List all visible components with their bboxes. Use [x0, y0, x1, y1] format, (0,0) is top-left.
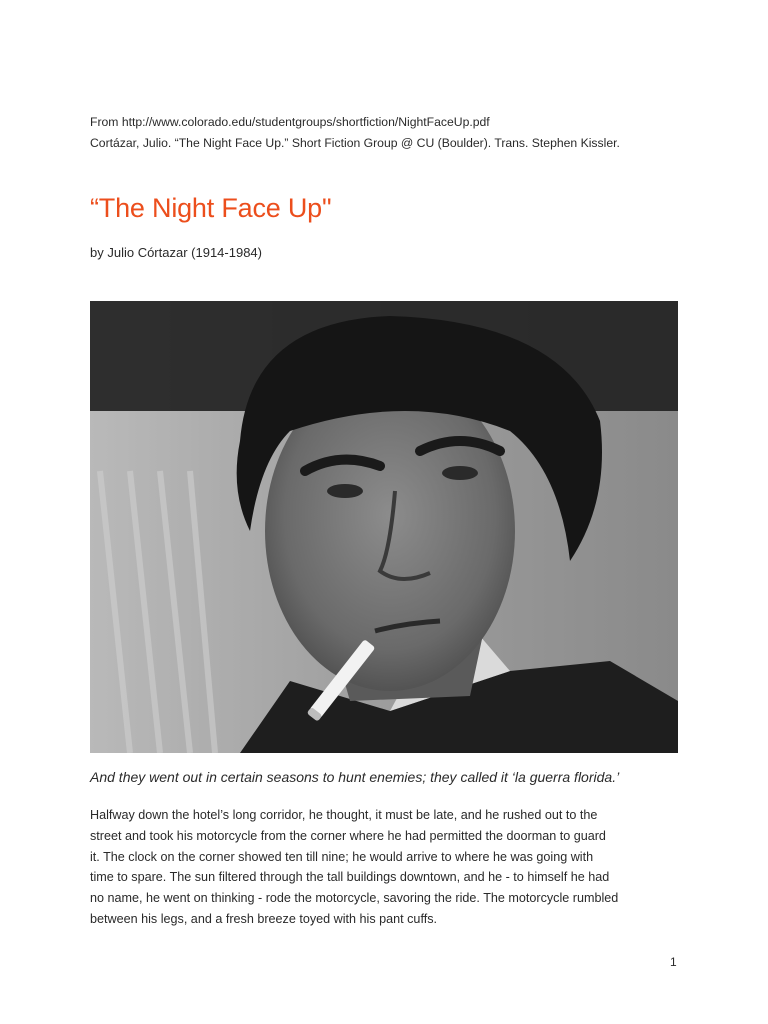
story-body-paragraph [90, 805, 690, 930]
body-line: between his legs, and a fresh breeze toyed with his pant cuffs. [90, 911, 438, 926]
citation-line: Cortázar, Julio. “The Night Face Up.” Short Fiction Group @ CU (Boulder). Trans. Stephen Kissler. [90, 136, 620, 150]
source-citation [90, 112, 690, 154]
body-line: Halfway down the hotel’s long corridor, he thought, it must be late, and he rushed out to the [90, 808, 598, 822]
body-line: time to spare. The sun filtered through the tall buildings downtown, and he - to himself he had [90, 870, 610, 885]
story-title: “The Night Face Up" [90, 193, 332, 223]
body-line: no name, he went on thinking - rode the motorcycle, savoring the ride. The motorcycle rumbled [90, 891, 619, 906]
page-number: 1 [670, 955, 677, 969]
source-url-line: From http://www.colorado.edu/studentgroups/shortfiction/NightFaceUp.pdf [90, 115, 490, 129]
body-line: street and took his motorcycle from the corner where he had permitted the doorman to guard [90, 828, 606, 843]
author-byline: by Julio Córtazar (1914-1984) [90, 245, 262, 260]
author-portrait-photo [90, 301, 678, 753]
body-line: it. The clock on the corner showed ten till nine; he would arrive to where he was going with [90, 849, 594, 864]
epigraph-quote: And they went out in certain seasons to hunt enemies; they called it ‘la guerra florida.’ [90, 769, 620, 785]
